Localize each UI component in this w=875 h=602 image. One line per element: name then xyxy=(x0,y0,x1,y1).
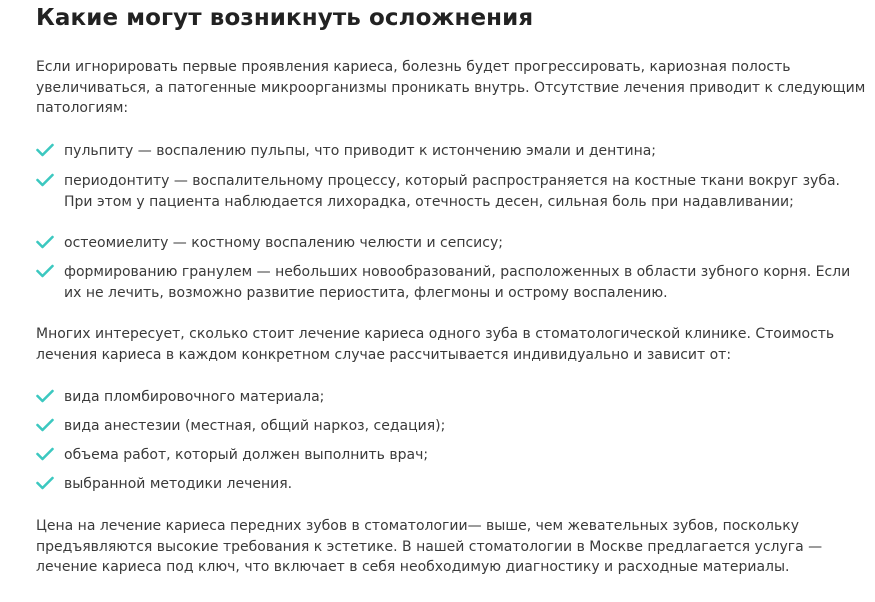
list-item-text: объема работ, который должен выполнить врач; xyxy=(64,447,429,463)
list-item xyxy=(36,387,866,408)
list-item xyxy=(36,474,866,495)
checkmark-icon xyxy=(36,173,54,187)
checkmark-icon xyxy=(36,447,54,461)
list-item-text: вида анестезии (местная, общий наркоз, седация); xyxy=(64,418,446,434)
list-item xyxy=(36,171,866,212)
list-item-text: периодонтиту — воспалительному процессу, который распространяется на костные ткани вокруг зуба. При этом у пациента наблюдается лихорадка, отечность десен, сильная боль при надавливании; xyxy=(64,173,841,210)
list-item xyxy=(36,262,866,303)
list-item-text: остеомиелиту — костному воспалению челюсти и сепсису; xyxy=(64,235,503,251)
checkmark-icon xyxy=(36,476,54,490)
closing-paragraph: Цена на лечение кариеса передних зубов в стоматологии— выше, чем жевательных зубов, поскольку предъявляются высокие требования к эстетике. В нашей стоматологии в Москве предлагается услуга — лечение кариеса под ключ, что включает в себя необходимую диагностику и расходные материалы. xyxy=(36,518,823,575)
list-item xyxy=(36,445,866,466)
list-item-text: формированию гранулем — небольших новообразований, расположенных в области зубного корня. Если их не лечить, возможно развитие периостита, флегмоны и острому воспалению. xyxy=(64,264,851,301)
intro-paragraph: Если игнорировать первые проявления кариеса, болезнь будет прогрессировать, кариозная полость увеличиваться, а патогенные микроорганизмы проникать внутрь. Отсутствие лечения приводит к следующим патологиям: xyxy=(36,59,866,116)
list-item xyxy=(36,141,866,162)
checkmark-icon xyxy=(36,389,54,403)
cost-intro-paragraph: Многих интересует, сколько стоит лечение кариеса одного зуба в стоматологической клинике. Стоимость лечения кариеса в каждом конкретном случае рассчитывается индивидуально и зависит от: xyxy=(36,326,835,363)
list-item-text: пульпиту — воспалению пульпы, что приводит к истончению эмали и дентина; xyxy=(64,143,657,159)
section-heading: Какие могут возникнуть осложнения xyxy=(36,5,534,31)
list-item xyxy=(36,233,866,254)
checkmark-icon xyxy=(36,235,54,249)
list-item xyxy=(36,416,866,437)
checkmark-icon xyxy=(36,418,54,432)
checkmark-icon xyxy=(36,264,54,278)
checkmark-icon xyxy=(36,143,54,157)
list-item-text: выбранной методики лечения. xyxy=(64,476,293,492)
list-item-text: вида пломбировочного материала; xyxy=(64,389,325,405)
